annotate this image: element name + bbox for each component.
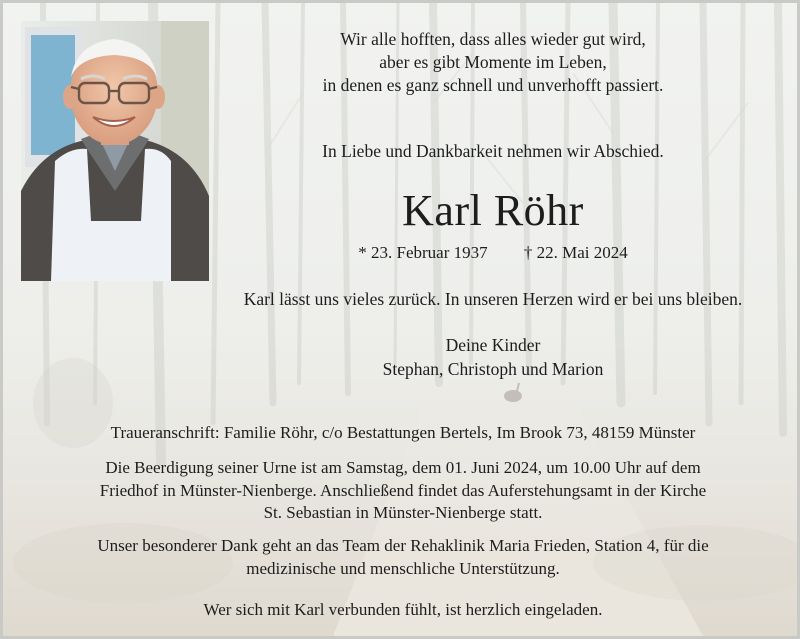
- funeral-line: St. Sebastian in Münster-Nienberge statt.: [263, 503, 543, 522]
- verse-line: aber es gibt Momente im Leben,: [379, 52, 607, 72]
- birth-date: * 23. Februar 1937: [358, 243, 488, 262]
- funeral-details: [23, 457, 783, 525]
- verse-line: in denen es ganz schnell und unverhofft passiert.: [322, 75, 664, 95]
- funeral-line: Die Beerdigung seiner Urne ist am Samstag, dem 01. Juni 2024, um 10.00 Uhr auf dem: [105, 458, 701, 477]
- thanks-line: medizinische und menschliche Unterstützung.: [246, 558, 560, 578]
- portrait-photo: [21, 21, 209, 281]
- deceased-name: Karl Röhr: [402, 186, 584, 235]
- memorial-verse: [233, 28, 753, 97]
- family-heading: Deine Kinder: [445, 335, 541, 355]
- thanks-line: Unser besonderer Dank geht an das Team der Rehaklinik Maria Frieden, Station 4, für die: [97, 536, 709, 555]
- invitation-line: Wer sich mit Karl verbunden fühlt, ist herzlich eingeladen.: [203, 600, 603, 619]
- life-dates: [233, 243, 753, 263]
- family-signature: [233, 333, 753, 381]
- acknowledgement: [23, 535, 783, 580]
- death-date: † 22. Mai 2024: [523, 243, 628, 262]
- legacy-statement: Karl lässt uns vieles zurück. In unseren Herzen wird er bei uns bleiben.: [243, 289, 743, 309]
- funeral-line: Friedhof in Münster-Nienberge. Anschließend findet das Auferstehungsamt in der Kirche: [99, 480, 707, 500]
- family-names: Stephan, Christoph und Marion: [382, 359, 604, 379]
- verse-line: Wir alle hofften, dass alles wieder gut wird,: [340, 29, 646, 49]
- farewell-line: In Liebe und Dankbarkeit nehmen wir Abschied.: [322, 141, 664, 161]
- mourning-address: Traueranschrift: Familie Röhr, c/o Bestattungen Bertels, Im Brook 73, 48159 Münster: [110, 423, 696, 442]
